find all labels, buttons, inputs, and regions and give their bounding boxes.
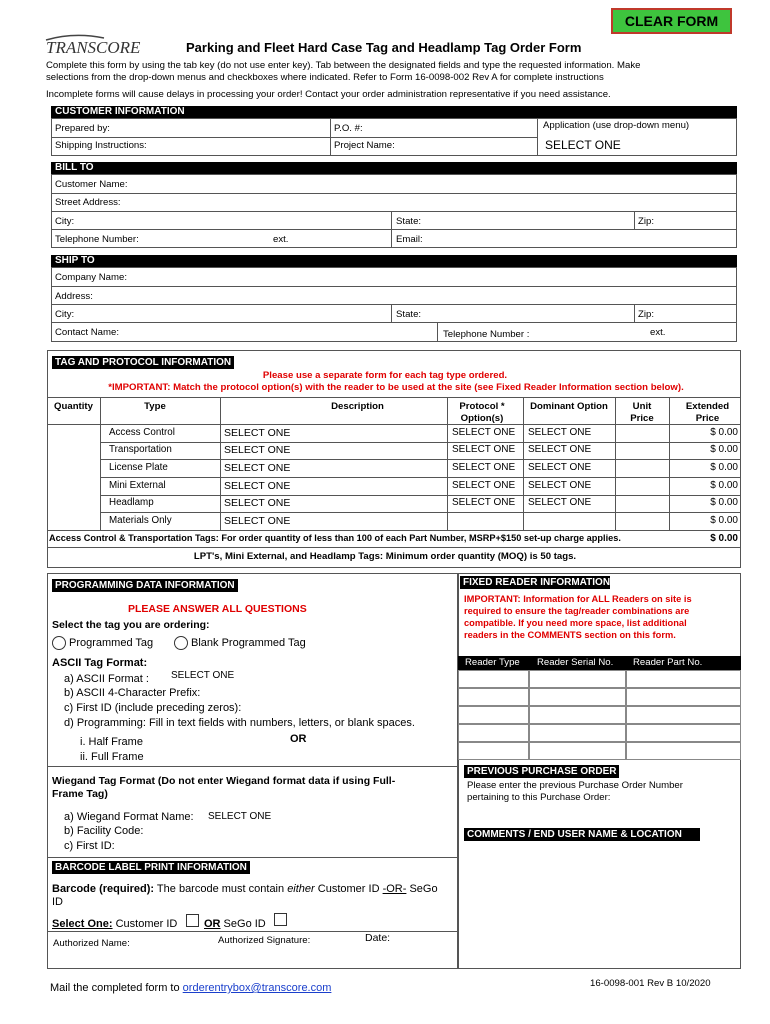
blank-tag-radio[interactable] (174, 636, 188, 650)
protocol-dropdown[interactable]: SELECT ONE (452, 479, 516, 491)
ship-city[interactable]: City: (55, 309, 75, 320)
protocol-dropdown[interactable]: SELECT ONE (452, 426, 516, 438)
transcore-logo (44, 34, 154, 56)
tag-type-label: Transportation (109, 444, 172, 455)
description-dropdown[interactable]: SELECT ONE (224, 461, 291, 474)
ascii-prefix-field[interactable]: b) ASCII 4-Character Prefix: (64, 687, 201, 699)
unit-price-input[interactable] (616, 459, 668, 477)
facility-code-field[interactable]: b) Facility Code: (64, 825, 144, 837)
application-label: Application (use drop-down menu) (543, 120, 690, 131)
setup-charge-note: Access Control & Transportation Tags: For order quantity of less than 100 of each Part Number, MSRP+$150 set-up charge applies. (49, 533, 621, 543)
dominant-option-dropdown[interactable]: SELECT ONE (528, 461, 592, 473)
description-dropdown[interactable]: SELECT ONE (224, 444, 291, 456)
wiegand-heading-1: Wiegand Tag Format (Do not enter Wiegand format data if using Full- (52, 775, 396, 787)
unit-price-input[interactable] (616, 495, 668, 512)
reader-header: FIXED READER INFORMATION (460, 576, 610, 589)
select-tag-label: Select the tag you are ordering: (52, 619, 210, 631)
quantity-input[interactable] (48, 495, 99, 512)
reader-type-input[interactable] (458, 724, 529, 742)
quantity-input[interactable] (48, 424, 99, 442)
bill-city[interactable]: City: (55, 216, 75, 227)
total-price: $ 0.00 (710, 533, 738, 544)
reader-part-input[interactable] (626, 706, 741, 724)
full-frame-field[interactable]: ii. Full Frame (80, 751, 144, 763)
authorized-signature-field[interactable]: Authorized Signature: (218, 935, 311, 946)
ship-to-header: SHIP TO (51, 255, 737, 267)
programming-box (47, 573, 458, 969)
form-title: Parking and Fleet Hard Case Tag and Headlamp Tag Order Form (186, 40, 582, 55)
ascii-programming-label: d) Programming: Fill in text fields with numbers, letters, or blank spaces. (64, 717, 415, 729)
authorized-name-field[interactable]: Authorized Name: (53, 938, 130, 949)
description-dropdown[interactable]: SELECT ONE (224, 514, 291, 527)
comments-field[interactable] (462, 845, 738, 965)
col-extended-price: Extended Price (685, 401, 730, 424)
unit-price-input[interactable] (616, 424, 668, 442)
extended-price: $ 0.00 (710, 497, 738, 508)
po-field[interactable]: P.O. #: (334, 123, 363, 134)
col-reader-part: Reader Part No. (633, 657, 703, 668)
ship-company[interactable]: Company Name: (55, 272, 127, 283)
description-dropdown[interactable]: SELECT ONE (224, 426, 291, 439)
clear-form-button[interactable]: CLEAR FORM (611, 8, 732, 34)
dominant-option-dropdown[interactable]: SELECT ONE (528, 444, 592, 455)
reader-serial-input[interactable] (529, 688, 626, 706)
col-protocol: Protocol * Option(s) (459, 401, 505, 424)
half-frame-field[interactable]: i. Half Frame (80, 736, 143, 748)
quantity-input[interactable] (48, 442, 99, 459)
order-email-link[interactable]: orderentrybox@transcore.com (182, 982, 332, 994)
dominant-option-dropdown[interactable]: SELECT ONE (528, 426, 592, 438)
answer-all-note: PLEASE ANSWER ALL QUESTIONS (128, 603, 307, 615)
tag-type-label: Mini External (109, 479, 166, 491)
intro-line-3: Incomplete forms will cause delays in processing your order! Contact your order administration representative if you need assistance. (46, 89, 611, 100)
tag-type-label: Access Control (109, 426, 175, 438)
tag-note-2: *IMPORTANT: Match the protocol option(s) with the reader to be used at the site (see Fixed Reader Information section below). (108, 382, 684, 393)
wiegand-format-label: a) Wiegand Format Name: (64, 811, 194, 823)
prepared-by-field[interactable]: Prepared by: (55, 123, 110, 134)
ship-address[interactable]: Address: (55, 291, 93, 302)
col-type: Type (144, 401, 166, 412)
reader-type-input[interactable] (458, 670, 529, 688)
ascii-format-dropdown[interactable]: SELECT ONE (171, 670, 235, 681)
tag-note-1: Please use a separate form for each tag type ordered. (262, 370, 508, 381)
previous-po-field[interactable]: Please enter the previous Purchase Order Number pertaining to this Purchase Order: (467, 780, 683, 803)
bill-customer-name[interactable]: Customer Name: (55, 179, 128, 190)
reader-serial-input[interactable] (529, 706, 626, 724)
unit-price-input[interactable] (616, 512, 668, 530)
tag-type-label: License Plate (109, 461, 168, 473)
col-quantity: Quantity (54, 401, 93, 412)
tag-type-label: Headlamp (109, 497, 154, 508)
col-reader-serial: Reader Serial No. (537, 657, 614, 668)
reader-serial-input[interactable] (529, 670, 626, 688)
dominant-option-dropdown[interactable]: SELECT ONE (528, 497, 592, 508)
svg-text:TRANSCORE: TRANSCORE (46, 38, 141, 56)
extended-price: $ 0.00 (710, 426, 738, 438)
protocol-dropdown[interactable]: SELECT ONE (452, 444, 516, 455)
barcode-select-one: Select One: Customer ID (52, 918, 178, 930)
tag-section-header: TAG AND PROTOCOL INFORMATION (52, 356, 234, 369)
intro-line-1: Complete this form by using the tab key (do not use enter key). Tab between the designated fields and type the requested information. Make (46, 60, 641, 71)
col-reader-type: Reader Type (465, 657, 520, 668)
customer-id-checkbox[interactable] (186, 914, 199, 927)
comments-header: COMMENTS / END USER NAME & LOCATION (464, 828, 700, 841)
protocol-dropdown[interactable]: SELECT ONE (452, 461, 516, 473)
blank-tag-label: Blank Programmed Tag (191, 637, 306, 649)
sego-id-option: OR SeGo ID (204, 918, 266, 930)
intro-line-2: selections from the drop-down menus and checkboxes where indicated. Refer to Form 16-0098-002 Rev A for complete instructions (46, 72, 604, 83)
programmed-tag-radio[interactable] (52, 636, 66, 650)
reader-type-input[interactable] (458, 688, 529, 706)
bill-ext[interactable]: ext. (273, 234, 289, 245)
or-label: OR (290, 733, 307, 745)
reader-important: IMPORTANT: Information for ALL Readers on site is required to ensure the tag/reader combinations are compatible. If you need more space, list additional readers in the COMMENTS section on this form. (464, 594, 692, 640)
project-field[interactable]: Project Name: (334, 140, 395, 151)
reader-type-input[interactable] (458, 742, 529, 760)
programmed-tag-label: Programmed Tag (69, 637, 154, 649)
reader-part-input[interactable] (626, 670, 741, 688)
reader-part-input[interactable] (626, 724, 741, 742)
customer-section-header: CUSTOMER INFORMATION (51, 106, 737, 118)
ascii-first-id-field[interactable]: c) First ID (include preceding zeros): (64, 702, 242, 714)
date-field[interactable]: Date: (365, 932, 391, 944)
application-dropdown[interactable]: SELECT ONE (545, 138, 621, 152)
col-unit-price: Unit Price (630, 401, 654, 424)
wiegand-first-id-field[interactable]: c) First ID: (64, 840, 115, 852)
bill-to-header: BILL TO (51, 162, 737, 174)
barcode-header: BARCODE LABEL PRINT INFORMATION (52, 861, 250, 874)
description-dropdown[interactable]: SELECT ONE (224, 497, 291, 509)
wiegand-heading-2: Frame Tag) (52, 788, 108, 800)
ship-zip[interactable]: Zip: (638, 309, 654, 320)
unit-price-input[interactable] (616, 442, 668, 459)
wiegand-format-dropdown[interactable]: SELECT ONE (208, 811, 272, 822)
bill-phone[interactable]: Telephone Number: (55, 234, 139, 245)
mail-instruction: Mail the completed form to orderentrybox@transcore.com (50, 982, 332, 994)
reader-part-input[interactable] (626, 742, 741, 760)
ship-state[interactable]: State: (396, 309, 422, 320)
programming-header: PROGRAMMING DATA INFORMATION (52, 579, 238, 592)
moq-note: LPT's, Mini External, and Headlamp Tags: Minimum order quantity (MOQ) is 50 tags. (193, 551, 577, 562)
bill-zip[interactable]: Zip: (638, 216, 654, 227)
shipping-field[interactable]: Shipping Instructions: (55, 140, 147, 151)
reader-serial-input[interactable] (529, 724, 626, 742)
ship-phone[interactable]: Telephone Number : (443, 329, 530, 340)
extended-price: $ 0.00 (710, 461, 738, 473)
dominant-option-dropdown[interactable]: SELECT ONE (528, 479, 592, 491)
extended-price: $ 0.00 (710, 514, 738, 526)
tag-type-label: Materials Only (109, 514, 172, 526)
ascii-format-label: a) ASCII Format : (64, 673, 149, 685)
ship-contact[interactable]: Contact Name: (55, 327, 119, 338)
extended-price: $ 0.00 (710, 444, 738, 455)
col-description: Description (331, 401, 384, 412)
sego-id-checkbox[interactable] (274, 913, 287, 926)
bill-state[interactable]: State: (396, 216, 422, 227)
reader-type-input[interactable] (458, 706, 529, 724)
reader-part-input[interactable] (626, 688, 741, 706)
quantity-input[interactable] (48, 477, 99, 495)
description-dropdown[interactable]: SELECT ONE (224, 479, 291, 492)
reader-serial-input[interactable] (529, 742, 626, 760)
barcode-required-text: Barcode (required): The barcode must contain either Customer ID -OR- SeGo ID (52, 883, 438, 908)
quantity-input[interactable] (48, 512, 99, 530)
form-number: 16-0098-001 Rev B 10/2020 (590, 978, 711, 989)
bill-street[interactable]: Street Address: (55, 197, 121, 208)
previous-po-header: PREVIOUS PURCHASE ORDER (464, 765, 619, 778)
bill-email[interactable]: Email: (396, 234, 423, 245)
protocol-dropdown[interactable]: SELECT ONE (452, 497, 516, 508)
col-dominant: Dominant Option (530, 401, 608, 412)
ship-ext[interactable]: ext. (650, 327, 666, 338)
quantity-input[interactable] (48, 459, 99, 477)
unit-price-input[interactable] (616, 477, 668, 495)
extended-price: $ 0.00 (710, 479, 738, 491)
ascii-heading: ASCII Tag Format: (52, 657, 148, 669)
